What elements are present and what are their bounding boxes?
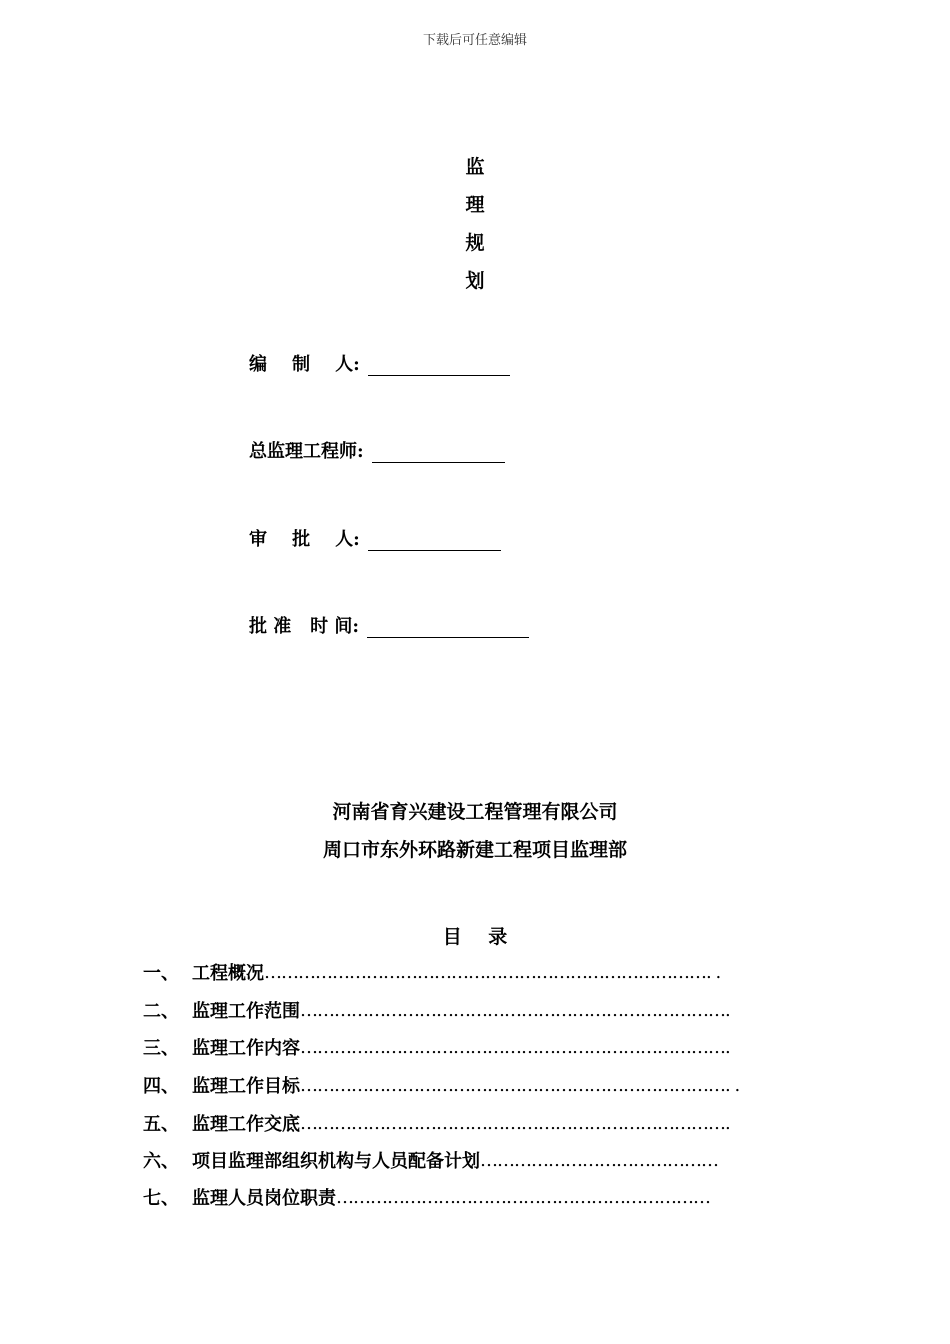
toc-item-text: 监理人员岗位职责 bbox=[192, 1188, 336, 1209]
toc-item[interactable] bbox=[143, 1109, 730, 1137]
toc-item-text: 工程概况 bbox=[192, 963, 264, 984]
toc-item-leader: ………………………………………………………… bbox=[336, 1186, 710, 1208]
toc-item[interactable] bbox=[143, 1183, 710, 1211]
signature-line[interactable] bbox=[368, 353, 510, 376]
toc-item-leader: …………………………………………………………………. bbox=[300, 999, 730, 1021]
toc-item[interactable] bbox=[143, 996, 730, 1024]
toc-item-text: 监理工作目标 bbox=[192, 1076, 300, 1097]
toc-item[interactable] bbox=[143, 1033, 730, 1061]
signature-line[interactable] bbox=[368, 528, 501, 551]
signature-line[interactable] bbox=[372, 440, 505, 463]
signature-row-approval-time bbox=[249, 608, 529, 638]
signature-label: 编 制 人: bbox=[249, 354, 360, 375]
toc-item[interactable] bbox=[143, 958, 720, 986]
signature-row-chief-engineer bbox=[249, 433, 505, 463]
toc-item-leader: ……………………………………………………………………. . bbox=[264, 961, 721, 983]
toc-item-leader: …………………………………………………………………. bbox=[300, 1112, 730, 1134]
toc-item-leader: …………………………………… bbox=[480, 1149, 718, 1171]
toc-item-number: 六、 bbox=[143, 1151, 179, 1172]
toc-item-leader: …………………………………………………………………. bbox=[300, 1036, 730, 1058]
toc-item-leader: …………………………………………………………………. . bbox=[300, 1074, 740, 1096]
toc-item-number: 一、 bbox=[143, 963, 179, 984]
signature-label: 批 准 时 间: bbox=[249, 616, 359, 637]
toc-item-text: 项目监理部组织机构与人员配备计划 bbox=[192, 1151, 480, 1172]
toc-title: 目 录 bbox=[442, 926, 508, 948]
toc-item-number: 四、 bbox=[143, 1076, 179, 1097]
signature-row-approver bbox=[249, 521, 501, 551]
title-char: 理 bbox=[465, 194, 485, 216]
signature-label: 审 批 人: bbox=[249, 529, 360, 550]
signature-label: 总监理工程师: bbox=[249, 441, 364, 462]
toc-item-number: 三、 bbox=[143, 1038, 179, 1059]
toc-item-number: 七、 bbox=[143, 1188, 179, 1209]
toc-item-text: 监理工作范围 bbox=[192, 1001, 300, 1022]
document-title bbox=[0, 148, 950, 300]
title-char: 规 bbox=[465, 232, 485, 254]
project-department: 周口市东外环路新建工程项目监理部 bbox=[322, 839, 627, 861]
title-char: 划 bbox=[465, 270, 485, 292]
page-header: 下载后可任意编辑 bbox=[422, 33, 527, 48]
toc-item-number: 五、 bbox=[143, 1114, 179, 1135]
toc-item-text: 监理工作内容 bbox=[192, 1038, 300, 1059]
title-char: 监 bbox=[465, 156, 485, 178]
toc-item[interactable] bbox=[143, 1146, 718, 1174]
company-name: 河南省育兴建设工程管理有限公司 bbox=[332, 801, 618, 823]
signature-line[interactable] bbox=[367, 615, 529, 638]
signature-row-compiler bbox=[249, 346, 510, 376]
toc-item[interactable] bbox=[143, 1071, 739, 1099]
toc-item-text: 监理工作交底 bbox=[192, 1114, 300, 1135]
toc-item-number: 二、 bbox=[143, 1001, 179, 1022]
